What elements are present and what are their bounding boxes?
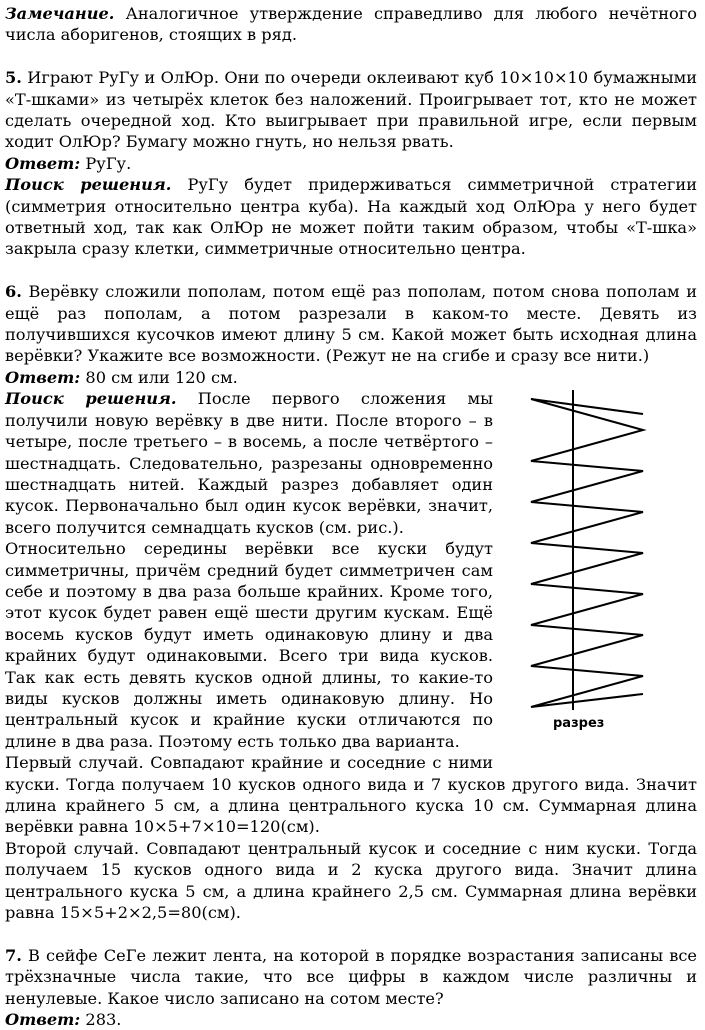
remark-paragraph — [5, 3, 697, 46]
problem-6-statement — [5, 281, 697, 367]
problem-6-number: 6. — [5, 282, 22, 302]
answer-label: Ответ: — [5, 367, 81, 387]
problem-5-number: 5. — [5, 68, 22, 88]
remark-text: Аналогичное утверждение справедливо для любого нечётного числа аборигенов, стоящих в ряд. — [5, 4, 697, 45]
answer-label: Ответ: — [5, 1010, 81, 1030]
problem-6-case-2: Второй случай. Совпадают центральный кусок и соседние с ним куски. Тогда получаем 15 кусков одного вида и 2 куска другого вида. Значит длина центрального куска 5 см, а длина крайнего 2,5 см. Суммарная длина верёвки равна 15×5+2×2,5=80(см). — [5, 838, 697, 923]
folded-rope-diagram — [507, 388, 697, 748]
problem-7-answer — [5, 1009, 697, 1030]
problem-5-text: Играют РуГу и ОлЮр. Они по очереди оклеивают куб 10×10×10 бумажными «Т-шками» из четырёх клеток без наложений. Проигрывает тот, кто не может сделать очередной ход. Кто выигрывает при правильной игре, если первым ходит ОлЮр? Бумагу можно гнуть, но нельзя рвать. — [5, 68, 697, 152]
solution-text: После первого сложения мы получили новую верёвку в две нити. После второго – в четыре, после третьего – в восемь, а после четвёртого – шестнадцать. Следовательно, разрезаны одновременно шестнадцать нитей. Каждый разрез добавляет один кусок. Первоначально был один кусок верёвки, значит, всего получится семнадцать кусков (см. рис.). — [5, 389, 493, 537]
folded-rope-zigzag — [531, 399, 643, 707]
answer-label: Ответ: — [5, 153, 81, 173]
spacer — [5, 923, 697, 944]
answer-text: 283. — [80, 1010, 122, 1030]
problem-5-answer — [5, 153, 697, 174]
problem-6-answer — [5, 367, 697, 388]
problem-6-case-1: Первый случай. Совпадают крайние и соседние с ними куски. Тогда получаем 10 кусков одного вида и 7 кусков другого вида. Значит длина крайнего 5 см, а длина центрального куска 10 см. Суммарная длина верёвки равна 10×5+7×10=120(см). — [5, 753, 697, 837]
answer-text: 80 см или 120 см. — [80, 367, 238, 387]
solution-label: Поиск решения. — [5, 175, 172, 195]
spacer — [5, 46, 697, 67]
problem-6-solution-part-2: Относительно середины верёвки все куски будут симметричны, причём средний будет симметричен сам себе и поэтому в два раза больше крайних. Кроме того, этот кусок будет равен ещё шести другим кускам. Ещё восемь кусков будут иметь одинаковую длину и два крайних будут одинаковыми. Всего три вида кусков. Так как есть девять кусков одной длины, то какие-то виды кусков должны иметь одинаковую длину. Но центральный кусок и крайние куски отличаются по длине в два раза. Поэтому есть только два варианта. — [5, 539, 493, 751]
problem-6-text: Верёвку сложили пополам, потом ещё раз пополам, потом снова пополам и ещё раз пополам, а потом разрезали в каком-то месте. Девять из получившихся кусочков имеют длину 5 см. Какой может быть исходная длина верёвки? Укажите все возможности. (Режут не на сгибе и сразу все нити.) — [5, 282, 697, 366]
folded-rope-figure — [507, 388, 697, 748]
problem-7-number: 7. — [5, 945, 22, 965]
solution-label: Поиск решения. — [5, 389, 177, 409]
problem-7-text: В сейфе СеГе лежит лента, на которой в порядке возрастания записаны все трёхзначные числа такие, что все цифры в каждом числе различны и ненулевые. Какое число записано на сотом месте? — [5, 945, 697, 1008]
remark-label: Замечание. — [5, 4, 115, 23]
spacer — [5, 260, 697, 281]
cut-label: разрез — [553, 716, 605, 732]
problem-7-statement — [5, 945, 697, 1009]
problem-5-statement — [5, 67, 697, 153]
solution-text: РуГу будет придерживаться симметричной стратегии (симметрия относительно центра куба). На каждый ход ОлЮра у него будет ответный ход, так как ОлЮр не может пойти таким образом, чтобы «Т-шка» закрыла сразу клетки, симметричные относительно центра. — [5, 175, 697, 259]
problem-5-solution — [5, 174, 697, 260]
document-page — [5, 3, 697, 1030]
answer-text: РуГу. — [80, 153, 132, 173]
